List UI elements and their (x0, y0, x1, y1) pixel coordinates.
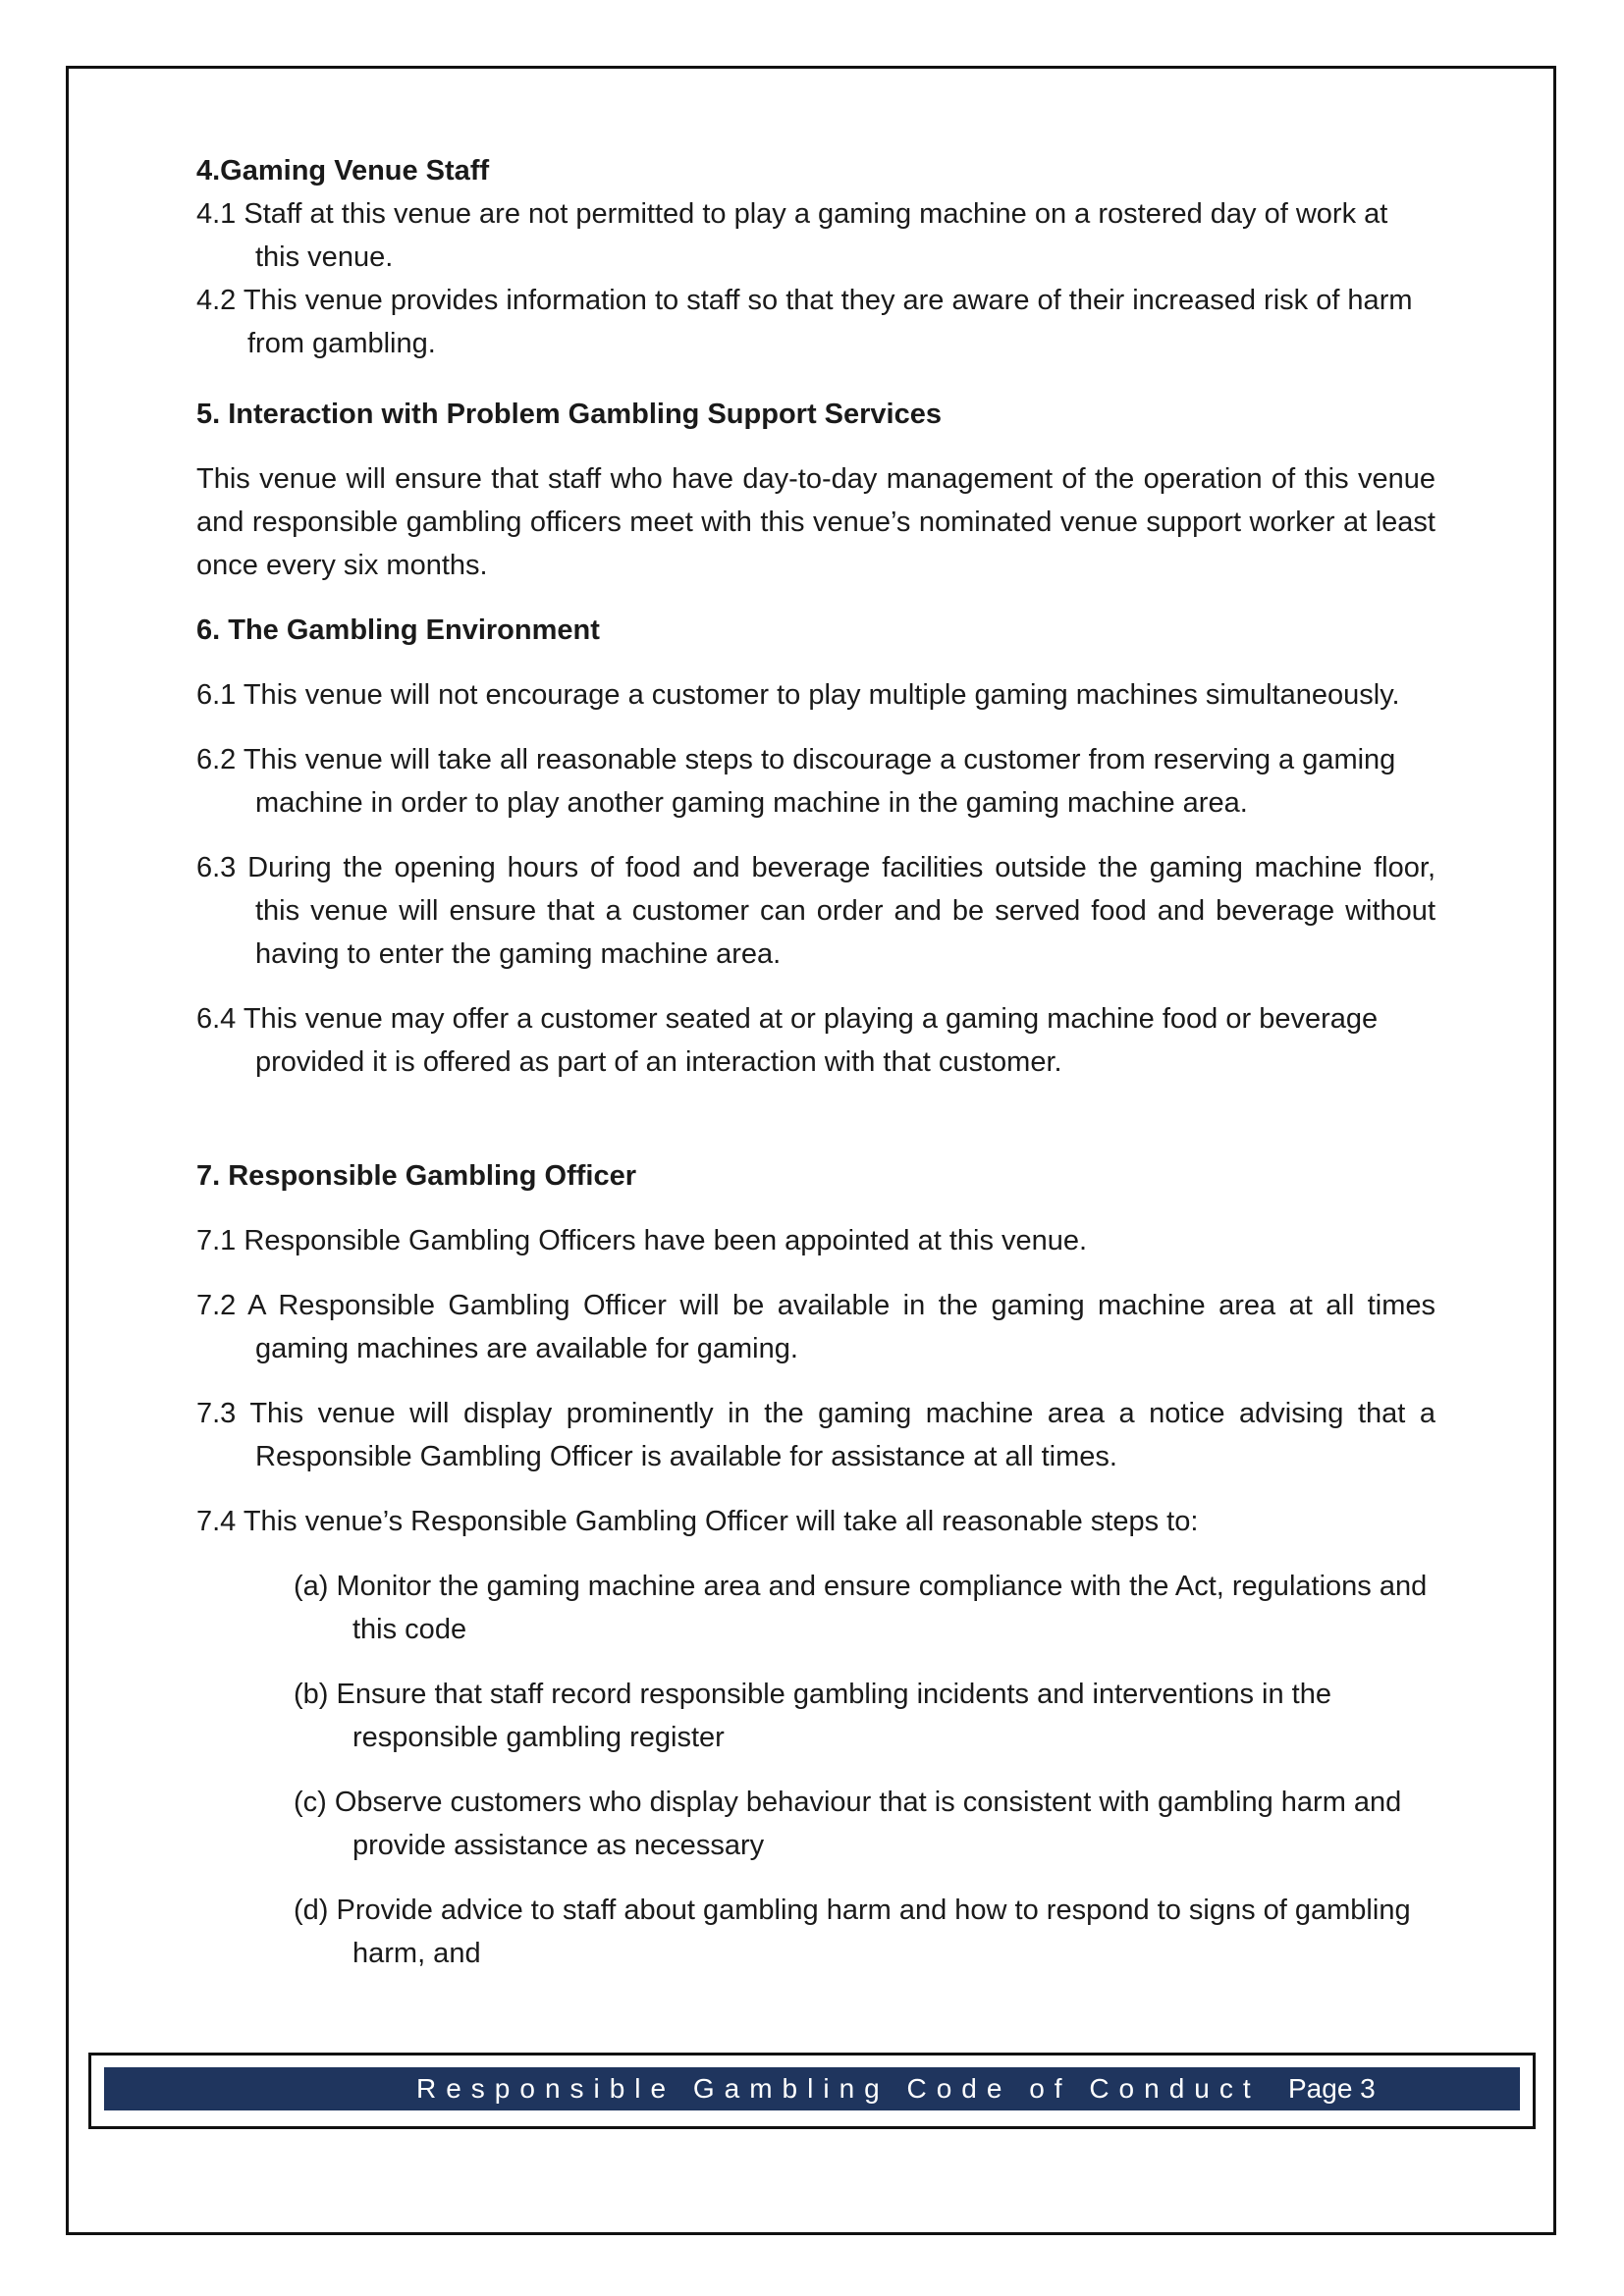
item-6-1: 6.1 This venue will not encourage a customer to play multiple gaming machines simultaneously. (196, 679, 1400, 711)
item-4-1: 4.1 Staff at this venue are not permitted to play a gaming machine on a rostered day of work at this venue. (196, 198, 1388, 273)
item-7-2: 7.2 A Responsible Gambling Officer will be available in the gaming machine area at all times gaming machines are available for gaming. (196, 1290, 1435, 1364)
section-5-heading: 5. Interaction with Problem Gambling Support Services (196, 399, 942, 430)
document-body (196, 149, 1435, 1975)
page-number: Page 3 (1288, 2073, 1376, 2104)
section-6-heading: 6. The Gambling Environment (196, 614, 600, 646)
section-4-heading: 4.Gaming Venue Staff (196, 155, 490, 187)
subitem-7-4-a: (a) Monitor the gaming machine area and ensure compliance with the Act, regulations and this code (294, 1571, 1428, 1645)
item-7-1: 7.1 Responsible Gambling Officers have been appointed at this venue. (196, 1225, 1088, 1256)
item-7-3: 7.3 This venue will display prominently in the gaming machine area a notice advising that a Responsible Gambling Officer is available for assistance at all times. (196, 1398, 1435, 1472)
subitem-7-4-d: (d) Provide advice to staff about gambling harm and how to respond to signs of gambling harm, and (294, 1895, 1411, 1969)
section-7-heading: 7. Responsible Gambling Officer (196, 1160, 636, 1192)
item-7-4: 7.4 This venue’s Responsible Gambling Officer will take all reasonable steps to: (196, 1506, 1199, 1537)
footer-title: Responsible Gambling Code of Conduct (416, 2073, 1261, 2104)
section-5-body: This venue will ensure that staff who have day-to-day management of the operation of this venue and responsible gambling officers meet with this venue’s nominated venue support worker at least once every six months. (196, 463, 1435, 581)
item-6-3: 6.3 During the opening hours of food and beverage facilities outside the gaming machine floor, this venue will ensure that a customer can order and be served food and beverage without having to enter the gaming machine area. (196, 852, 1435, 970)
item-6-4: 6.4 This venue may offer a customer seated at or playing a gaming machine food or beverage provided it is offered as part of an interaction with that customer. (196, 1003, 1379, 1078)
subitem-7-4-b: (b) Ensure that staff record responsible gambling incidents and interventions in the responsible gambling register (294, 1679, 1331, 1753)
subitem-7-4-c: (c) Observe customers who display behaviour that is consistent with gambling harm and provide assistance as necessary (294, 1787, 1402, 1861)
item-6-2: 6.2 This venue will take all reasonable steps to discourage a customer from reserving a gaming machine in order to play another gaming machine in the gaming machine area. (196, 744, 1396, 819)
item-4-2: 4.2 This venue provides information to staff so that they are aware of their increased risk of harm from gambling. (196, 285, 1413, 359)
footer-bar (104, 2067, 1520, 2110)
